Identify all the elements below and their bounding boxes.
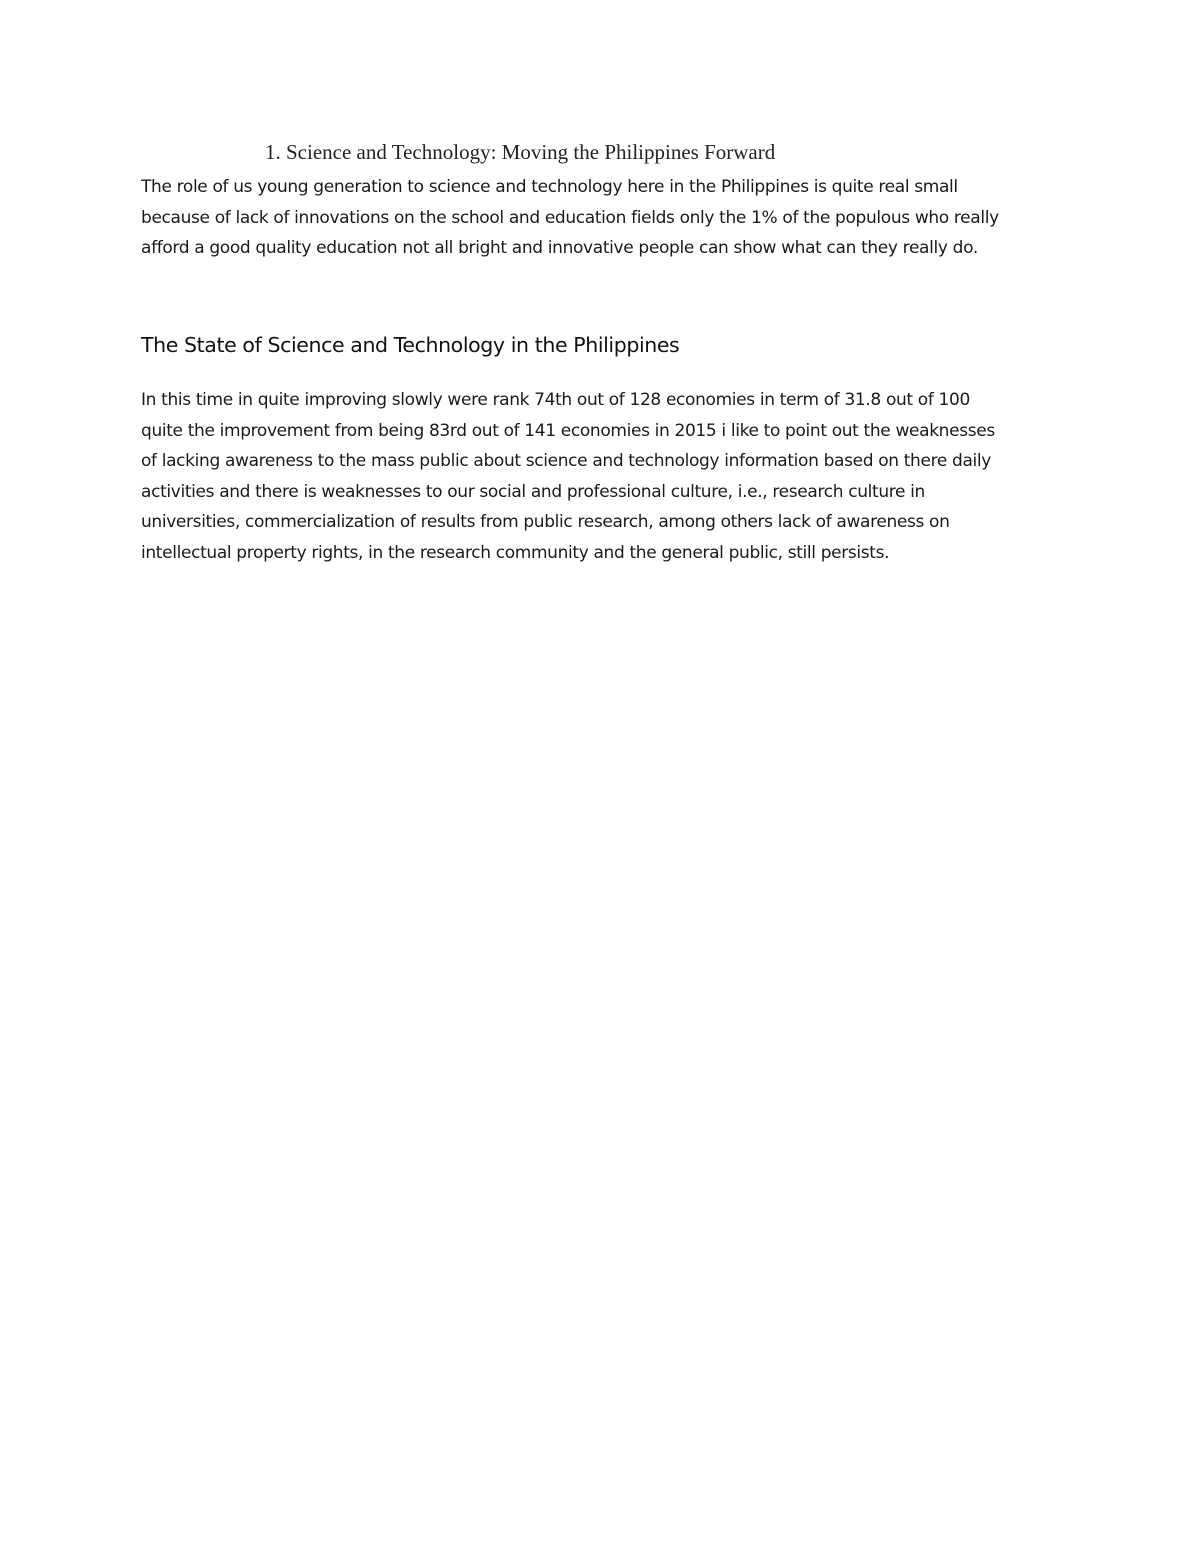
paragraph-line: of lacking awareness to the mass public about science and technology information based on there daily bbox=[141, 451, 991, 471]
paragraph-line: afford a good quality education not all bright and innovative people can show what can they really do. bbox=[141, 238, 978, 258]
paragraph-line: The role of us young generation to science and technology here in the Philippines is quite real small bbox=[141, 177, 958, 197]
paragraph-line: because of lack of innovations on the school and education fields only the 1% of the populous who really bbox=[141, 207, 999, 228]
section-heading: The State of Science and Technology in the Philippines bbox=[141, 333, 680, 357]
paragraph-line: activities and there is weaknesses to our social and professional culture, i.e., research culture in bbox=[141, 481, 925, 502]
intro-paragraph bbox=[141, 172, 1066, 264]
paragraph-line: In this time in quite improving slowly were rank 74th out of 128 economies in term of 31.8 out of 100 bbox=[141, 390, 970, 410]
paragraph-line: quite the improvement from being 83rd out of 141 economies in 2015 i like to point out the weaknesses bbox=[141, 420, 995, 441]
document-title: 1. Science and Technology: Moving the Philippines Forward bbox=[265, 140, 776, 164]
paragraph-line: intellectual property rights, in the research community and the general public, still persists. bbox=[141, 542, 890, 563]
section-paragraph bbox=[141, 385, 1066, 568]
paragraph-line: universities, commercialization of results from public research, among others lack of awareness on bbox=[141, 512, 950, 532]
